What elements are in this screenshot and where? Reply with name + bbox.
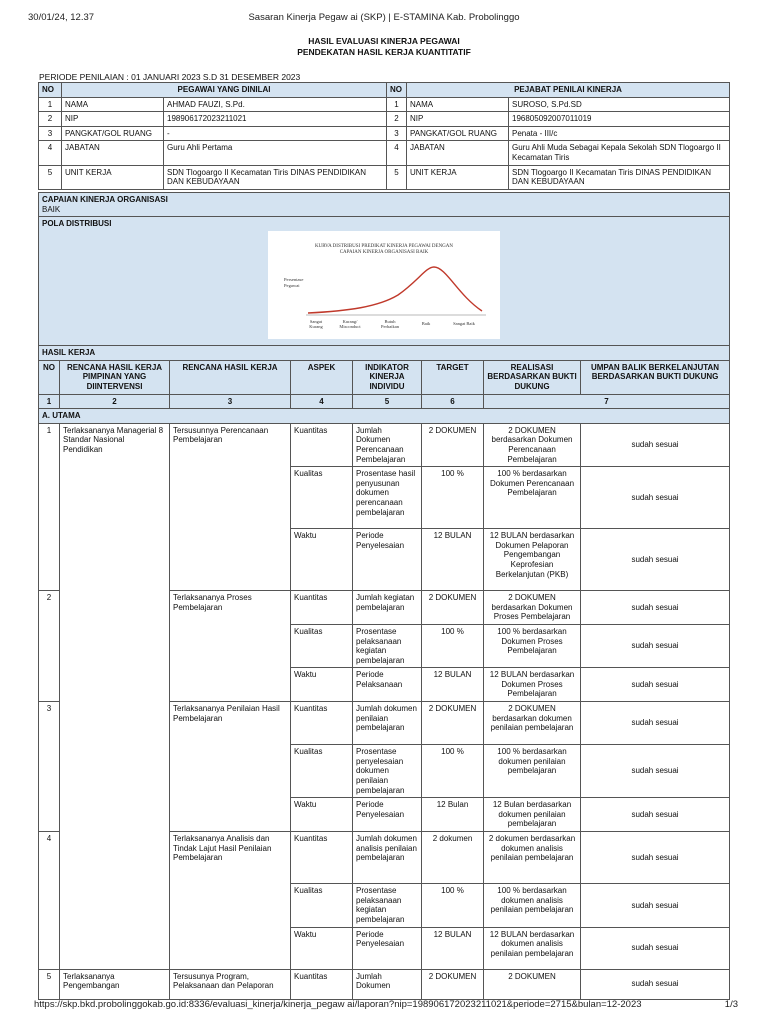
identity-no-2: 2 [387,112,407,127]
indikator-cell: Jumlah Dokumen Perencanaan Pembelajaran [353,423,422,466]
column-header: RENCANA HASIL KERJA PIMPINAN YANG DIINTERVENSI [60,360,170,394]
column-number: 4 [291,394,353,409]
print-page-title: Sasaran Kinerja Pegaw ai (SKP) | E-STAMINA Kab. Probolinggo [248,12,520,23]
target-cell: 12 BULAN [422,529,484,591]
identity-no-2: 5 [387,165,407,189]
target-cell: 2 DOKUMEN [422,702,484,745]
column-number: 1 [39,394,60,409]
realisasi-cell: 12 BULAN berdasarkan dokumen analisis penilaian pembelajaran [484,927,581,969]
row-number: 3 [39,702,60,832]
indikator-cell: Periode Penyelesaian [353,927,422,969]
realisasi-cell: 100 % berdasarkan Dokumen Perencanaan Pembelajaran [484,467,581,529]
chart-title-2: CAPAIAN KINERJA ORGANISASI BAIK [339,249,429,255]
column-number: 5 [353,394,422,409]
aspek-cell: Kualitas [291,884,353,927]
chart-ylabel-1: Persentase [284,276,304,282]
target-cell: 100 % [422,745,484,798]
identity-label-2: NAMA [407,97,509,112]
identity-no-2: 4 [387,141,407,165]
pegawai-value: - [164,126,387,141]
col-no-2: NO [387,83,407,98]
document-title-line2: PENDEKATAN HASIL KERJA KUANTITATIF [297,47,471,57]
pejabat-value: SDN Tlogoargo II Kecamatan Tiris DINAS PENDIDIKAN DAN KEBUDAYAAN [509,165,730,189]
section-label: A. UTAMA [39,409,730,424]
column-header: TARGET [422,360,484,394]
identity-row [39,126,730,141]
indikator-cell: Prosentase penyelesaian dokumen penilaian pembelajaran [353,745,422,798]
capaian-label: CAPAIAN KINERJA ORGANISASI [42,195,168,204]
column-number-row [39,394,730,409]
target-cell: 2 DOKUMEN [422,969,484,999]
column-number: 7 [484,394,730,409]
aspek-cell: Kualitas [291,624,353,667]
aspek-cell: Kualitas [291,745,353,798]
column-header: RENCANA HASIL KERJA [170,360,291,394]
target-cell: 12 Bulan [422,798,484,832]
aspek-cell: Waktu [291,668,353,702]
chart-x3b: Perbaikan [381,323,400,329]
indikator-cell: Prosentase pelaksanaan kegiatan pembelajaran [353,624,422,667]
identity-no: 3 [39,126,62,141]
identity-no: 2 [39,112,62,127]
identity-label: JABATAN [62,141,164,165]
aspek-cell: Waktu [291,529,353,591]
identity-table [38,82,730,190]
umpan-balik-cell: sudah sesuai [581,529,730,591]
pejabat-value: Guru Ahli Muda Sebagai Kepala Sekolah SDN Tlogoargo II Kecamatan Tiris [509,141,730,165]
chart-x2a: Kurang/ [342,318,358,324]
identity-label-2: UNIT KERJA [407,165,509,189]
pola-label: POLA DISTRIBUSI [42,219,112,229]
realisasi-cell: 2 DOKUMEN berdasarkan Dokumen Proses Pembelajaran [484,591,581,625]
target-cell: 2 DOKUMEN [422,591,484,625]
umpan-balik-cell: sudah sesuai [581,832,730,884]
identity-no: 1 [39,97,62,112]
pegawai-header: PEGAWAI YANG DINILAI [62,83,387,98]
umpan-balik-cell: sudah sesuai [581,702,730,745]
row-number: 1 [39,423,60,590]
pegawai-value: Guru Ahli Pertama [164,141,387,165]
chart-x1a: Sangat [309,318,323,324]
column-number: 2 [60,394,170,409]
target-cell: 12 BULAN [422,668,484,702]
identity-row [39,97,730,112]
column-number: 3 [170,394,291,409]
umpan-balik-cell: sudah sesuai [581,423,730,466]
pegawai-value: SDN Tlogoargo II Kecamatan Tiris DINAS PENDIDIKAN DAN KEBUDAYAAN [164,165,387,189]
periode-penilaian: PERIODE PENILAIAN : 01 JANUARI 2023 S.D 31 DESEMBER 2023 [39,72,301,82]
aspek-cell: Kuantitas [291,591,353,625]
realisasi-cell: 2 dokumen berdasarkan dokumen analisis penilaian pembelajaran [484,832,581,884]
identity-label-2: NIP [407,112,509,127]
realisasi-cell: 100 % berdasarkan dokumen analisis penilaian pembelajaran [484,884,581,927]
umpan-balik-cell: sudah sesuai [581,927,730,969]
hasil-kerja-header-row [39,360,730,394]
identity-label-2: PANGKAT/GOL RUANG [407,126,509,141]
umpan-balik-cell: sudah sesuai [581,624,730,667]
row-number: 4 [39,832,60,969]
target-cell: 12 BULAN [422,927,484,969]
result-row [39,423,730,466]
identity-header-row [39,83,730,98]
col-no: NO [39,83,62,98]
indikator-cell: Jumlah dokumen analisis penilaian pembelajaran [353,832,422,884]
print-datetime: 30/01/24, 12.37 [28,12,95,23]
indikator-cell: Periode Penyelesaian [353,798,422,832]
realisasi-cell: 100 % berdasarkan Dokumen Proses Pembelajaran [484,624,581,667]
rencana-hasil-kerja: Terlaksananya Proses Pembelajaran [170,591,291,702]
pejabat-value: 196805092007011019 [509,112,730,127]
identity-row [39,112,730,127]
chart-x1b: Kurang [309,323,323,329]
identity-no: 5 [39,165,62,189]
umpan-balik-cell: sudah sesuai [581,745,730,798]
umpan-balik-cell: sudah sesuai [581,591,730,625]
umpan-balik-cell: sudah sesuai [581,798,730,832]
aspek-cell: Kualitas [291,467,353,529]
pola-row [39,217,730,346]
aspek-cell: Kuantitas [291,969,353,999]
section-row [39,409,730,424]
column-number: 6 [422,394,484,409]
identity-row [39,141,730,165]
aspek-cell: Waktu [291,927,353,969]
aspek-cell: Kuantitas [291,423,353,466]
distribution-curve [308,267,482,313]
realisasi-cell: 2 DOKUMEN [484,969,581,999]
indikator-cell: Jumlah Dokumen [353,969,422,999]
identity-label: NAMA [62,97,164,112]
rencana-hasil-kerja: Terlaksananya Penilaian Hasil Pembelajaran [170,702,291,832]
evaluation-table [38,192,730,1000]
print-url: https://skp.bkd.probolinggokab.go.id:8336/evaluasi_kinerja/kinerja_pegaw ai/laporan?nip=198906172023211021&periode=2715&bulan=12-2023 [34,999,642,1010]
identity-no-2: 1 [387,97,407,112]
realisasi-cell: 12 Bulan berdasarkan dokumen penilaian pembelajaran [484,798,581,832]
chart-x2b: Misconduct [339,323,361,329]
document-title [0,36,768,58]
capaian-row [39,193,730,217]
distribution-curve-svg [268,231,500,339]
indikator-cell: Prosentase hasil penyusunan dokumen perencanaan pembelajaran [353,467,422,529]
target-cell: 100 % [422,884,484,927]
hasil-kerja-label: HASIL KERJA [39,345,730,360]
pegawai-value: 198906172023211021 [164,112,387,127]
rencana-hasil-kerja: Tersusunya Program, Pelaksanaan dan Pelaporan [170,969,291,999]
realisasi-cell: 100 % berdasarkan dokumen penilaian pembelajaran [484,745,581,798]
capaian-value: BAIK [42,204,61,214]
realisasi-cell: 2 DOKUMEN berdasarkan dokumen penilaian pembelajaran [484,702,581,745]
indikator-cell: Jumlah kegiatan pembelajaran [353,591,422,625]
realisasi-cell: 2 DOKUMEN berdasarkan Dokumen Perencanaan Pembelajaran [484,423,581,466]
hasil-kerja-row [39,345,730,360]
result-row [39,969,730,999]
column-header: NO [39,360,60,394]
chart-x5: Sangat Baik [453,320,475,326]
indikator-cell: Jumlah dokumen penilaian pembelajaran [353,702,422,745]
target-cell: 2 DOKUMEN [422,423,484,466]
aspek-cell: Kuantitas [291,832,353,884]
identity-no: 4 [39,141,62,165]
pejabat-value: Penata - III/c [509,126,730,141]
pegawai-value: AHMAD FAUZI, S.Pd. [164,97,387,112]
column-header: ASPEK [291,360,353,394]
page-number: 1/3 [724,999,738,1010]
chart-x3a: Butuh [384,318,396,324]
chart-ylabel-2: Pegawai [284,282,300,288]
rencana-hasil-kerja: Tersusunnya Perencanaan Pembelajaran [170,423,291,590]
pejabat-value: SUROSO, S.Pd.SD [509,97,730,112]
pejabat-header: PEJABAT PENILAI KINERJA [407,83,730,98]
print-header [28,12,740,26]
aspek-cell: Waktu [291,798,353,832]
indikator-cell: Periode Pelaksanaan [353,668,422,702]
chart-title-1: KURVA DISTRIBUSI PREDIKAT KINERJA PEGAWAI DENGAN [314,243,454,249]
rencana-pimpinan: Terlaksananya Managerial 8 Standar Nasional Pendidikan [60,423,170,969]
aspek-cell: Kuantitas [291,702,353,745]
rencana-hasil-kerja: Terlaksananya Analisis dan Tindak Lajut Hasil Penilaian Pembelajaran [170,832,291,969]
identity-label: UNIT KERJA [62,165,164,189]
rencana-pimpinan: Terlaksananya Pengembangan [60,969,170,999]
identity-label: NIP [62,112,164,127]
realisasi-cell: 12 BULAN berdasarkan Dokumen Pelaporan Pengembangan Keprofesian Berkelanjutan (PKB) [484,529,581,591]
identity-no-2: 3 [387,126,407,141]
identity-label-2: JABATAN [407,141,509,165]
column-header: INDIKATOR KINERJA INDIVIDU [353,360,422,394]
umpan-balik-cell: sudah sesuai [581,884,730,927]
umpan-balik-cell: sudah sesuai [581,668,730,702]
identity-label: PANGKAT/GOL RUANG [62,126,164,141]
distribution-chart [268,231,500,339]
column-header: REALISASI BERDASARKAN BUKTI DUKUNG [484,360,581,394]
column-header: UMPAN BALIK BERKELANJUTAN BERDASARKAN BUKTI DUKUNG [581,360,730,394]
umpan-balik-cell: sudah sesuai [581,969,730,999]
row-number: 5 [39,969,60,999]
row-number: 2 [39,591,60,702]
chart-x4: Baik [421,320,431,326]
target-cell: 100 % [422,624,484,667]
umpan-balik-cell: sudah sesuai [581,467,730,529]
target-cell: 2 dokumen [422,832,484,884]
realisasi-cell: 12 BULAN berdasarkan Dokumen Proses Pembelajaran [484,668,581,702]
identity-row [39,165,730,189]
indikator-cell: Prosentase pelaksanaan kegiatan pembelajaran [353,884,422,927]
indikator-cell: Periode Penyelesaian [353,529,422,591]
document-title-line1: HASIL EVALUASI KINERJA PEGAWAI [308,36,460,46]
target-cell: 100 % [422,467,484,529]
